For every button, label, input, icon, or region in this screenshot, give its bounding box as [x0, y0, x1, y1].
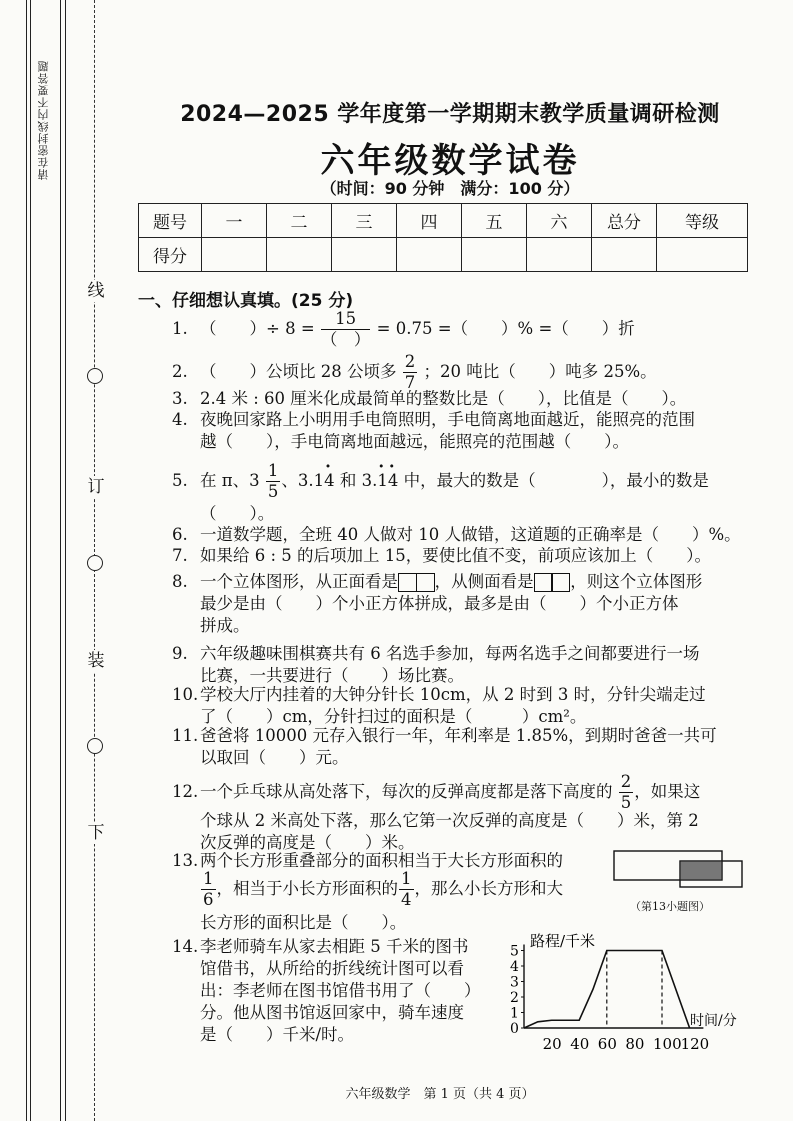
side-view-icon: [534, 572, 571, 591]
fraction: $\frac{1}{5}$: [267, 461, 279, 501]
score-cell[interactable]: [332, 238, 397, 272]
repeating-digit: · 1: [377, 470, 388, 492]
score-header-cell: 五: [462, 204, 527, 238]
score-cell[interactable]: [592, 238, 657, 272]
margin-label-xia: 下: [85, 822, 107, 844]
score-header-cell: 六: [527, 204, 592, 238]
chart-y-tick-label: 3: [510, 974, 519, 991]
exam-title-line1: 2024—2025 学年度第一学期期末教学质量调研检测: [180, 102, 720, 127]
fraction: $\frac{1}{6}$: [203, 869, 214, 909]
margin-circle: [87, 368, 103, 384]
chart-x-tick-label: 80: [625, 1035, 645, 1053]
question-5-line2: （ ）。: [200, 504, 275, 523]
margin-circle: [87, 738, 103, 754]
score-cell[interactable]: [462, 238, 527, 272]
chart-y-label: 路程/千米: [530, 932, 596, 950]
repeating-digit: · 4: [324, 470, 335, 492]
figure-13-caption: （第13小题图）: [630, 900, 710, 913]
score-cell[interactable]: [202, 238, 267, 272]
exam-title-line2: 六年级数学试卷: [320, 141, 580, 181]
margin-circle: [87, 555, 103, 571]
score-header-cell: 三: [332, 204, 397, 238]
question-5: 5. 在 π、3 $\frac{1}{5}$ 、3.1· 4 和 3.· 1· 4 中，最大的数是（ ），最小的数是: [172, 461, 709, 502]
score-header-cell: 题号: [139, 204, 202, 238]
question-11: 11. 爸爸将 10000 元存入银行一年，年利率是 1.85%，到期时爸爸一共可 以取回（ ）元。: [172, 726, 717, 767]
chart-y-tick-label: 2: [510, 990, 519, 1006]
chart-x-tick-label: 100: [653, 1035, 682, 1053]
question-13-line2: $\frac{1}{6}$ ，相当于小长方形面积的 $\frac{1}{4}$ ，那么小长方形和大: [203, 869, 563, 909]
question-13: 13. 两个长方形重叠部分的面积相当于大长方形面积的: [172, 851, 563, 870]
chart-y-tick-label: 4: [510, 959, 519, 975]
rectangles-figure: [610, 848, 750, 890]
page-footer: 六年级数学 第 1 页（共 4 页）: [345, 1087, 535, 1102]
repeating-digit: · 4: [388, 470, 399, 492]
score-cell[interactable]: [527, 238, 592, 272]
question-2: 2. （ ）公顷比 28 公顷多 $\frac{2}{7}$ ；20 吨比（ ）吨多 25%。: [172, 352, 657, 392]
score-cell[interactable]: [657, 238, 748, 272]
score-row-label: 得分: [139, 238, 202, 272]
fraction: $\frac{2}{5}$: [620, 772, 632, 812]
question-12-lines: 个球从 2 米高处下落，那么它第一次反弹的高度是（ ）米，第 2 次反弹的高度是（ ）米。: [200, 811, 699, 852]
fraction: $\frac{2}{7}$: [404, 352, 416, 392]
chart-x-tick-label: 20: [542, 1035, 562, 1053]
question-10: 10. 学校大厅内挂着的大钟分针长 10cm，从 2 时到 3 时，分针尖端走过 了（ ）cm，分针扫过的面积是（ ）cm²。: [172, 685, 706, 726]
score-header-cell: 总分: [592, 204, 657, 238]
chart-y-tick-label: 1: [510, 1005, 519, 1022]
score-header-cell: 一: [202, 204, 267, 238]
distance-time-chart: [500, 928, 760, 1058]
section-heading: 一、仔细想认真填。(25 分): [138, 291, 354, 311]
chart-y-tick-label: 0: [510, 1021, 519, 1037]
chart-y-tick-label: 5: [510, 943, 519, 960]
question-6: 6. 一道数学题，全班 40 人做对 10 人做错，这道题的正确率是（ ）%。: [172, 525, 741, 544]
score-header-cell: 二: [267, 204, 332, 238]
question-13-line3: 长方形的面积比是（ ）。: [200, 913, 407, 932]
chart-x-label: 时间/分: [690, 1013, 737, 1029]
margin-label-xian: 线: [85, 280, 107, 302]
exam-subtitle: （时间：90 分钟 满分：100 分）: [320, 179, 580, 198]
chart-x-tick-label: 40: [570, 1035, 590, 1053]
margin-label-zhuang: 装: [85, 650, 107, 672]
question-9: 9. 六年级趣味围棋赛共有 6 名选手参加，每两名选手之间都要进行一场 比赛，一共要进行（ ）场比赛。: [172, 644, 700, 685]
chart-x-tick-label: 120: [680, 1035, 710, 1053]
score-header-cell: 等级: [657, 204, 748, 238]
question-1: 1. （ ）÷ 8 = $\frac{15}{( )}$ = 0.75 =（ ）% =（ ）折: [172, 309, 635, 349]
question-14: 14. 李老师骑车从家去相距 5 千米的图书 馆借书，从所给的折线统计图可以看 出：李老师在图书馆借书用了（ ） 分。他从图书馆返回家中，骑车速度 是（ ）千米/时。: [172, 937, 481, 1044]
score-header-cell: 四: [397, 204, 462, 238]
chart-x-tick-label: 60: [597, 1035, 617, 1053]
front-view-icon: [398, 572, 435, 591]
score-cell[interactable]: [397, 238, 462, 272]
question-4: 4. 夜晚回家路上小明用手电筒照明，手电筒离地面越近，能照亮的范围 越（ ），手电筒离地面越远，能照亮的范围越（ ）。: [172, 410, 695, 451]
question-7: 7. 如果给 6 : 5 的后项加上 15，要使比值不变，前项应该加上（ ）。: [172, 546, 712, 565]
question-8: 8. 一个立体图形，从正面看是 ，从侧面看是 ，则这个立体图形 最少是由（ ）个小正方体拼成，最多是由（ ）个小正方体 拼成。: [172, 572, 703, 635]
score-cell[interactable]: [267, 238, 332, 272]
fraction: $\frac{1}{4}$: [401, 869, 412, 909]
margin-note: 请在密封线内不要答题: [37, 60, 50, 180]
fraction: $\frac{15}{( )}$: [320, 309, 371, 349]
margin-label-ding: 订: [85, 476, 107, 498]
question-3: 3. 2.4 米 : 60 厘米化成最简单的整数比是（ ），比值是（ ）。: [172, 389, 687, 408]
question-12: 12. 一个乒乓球从高处落下，每次的反弹高度都是落下高度的 $\frac{2}{5}$ ，如果这: [172, 772, 701, 812]
score-table: [138, 203, 748, 272]
